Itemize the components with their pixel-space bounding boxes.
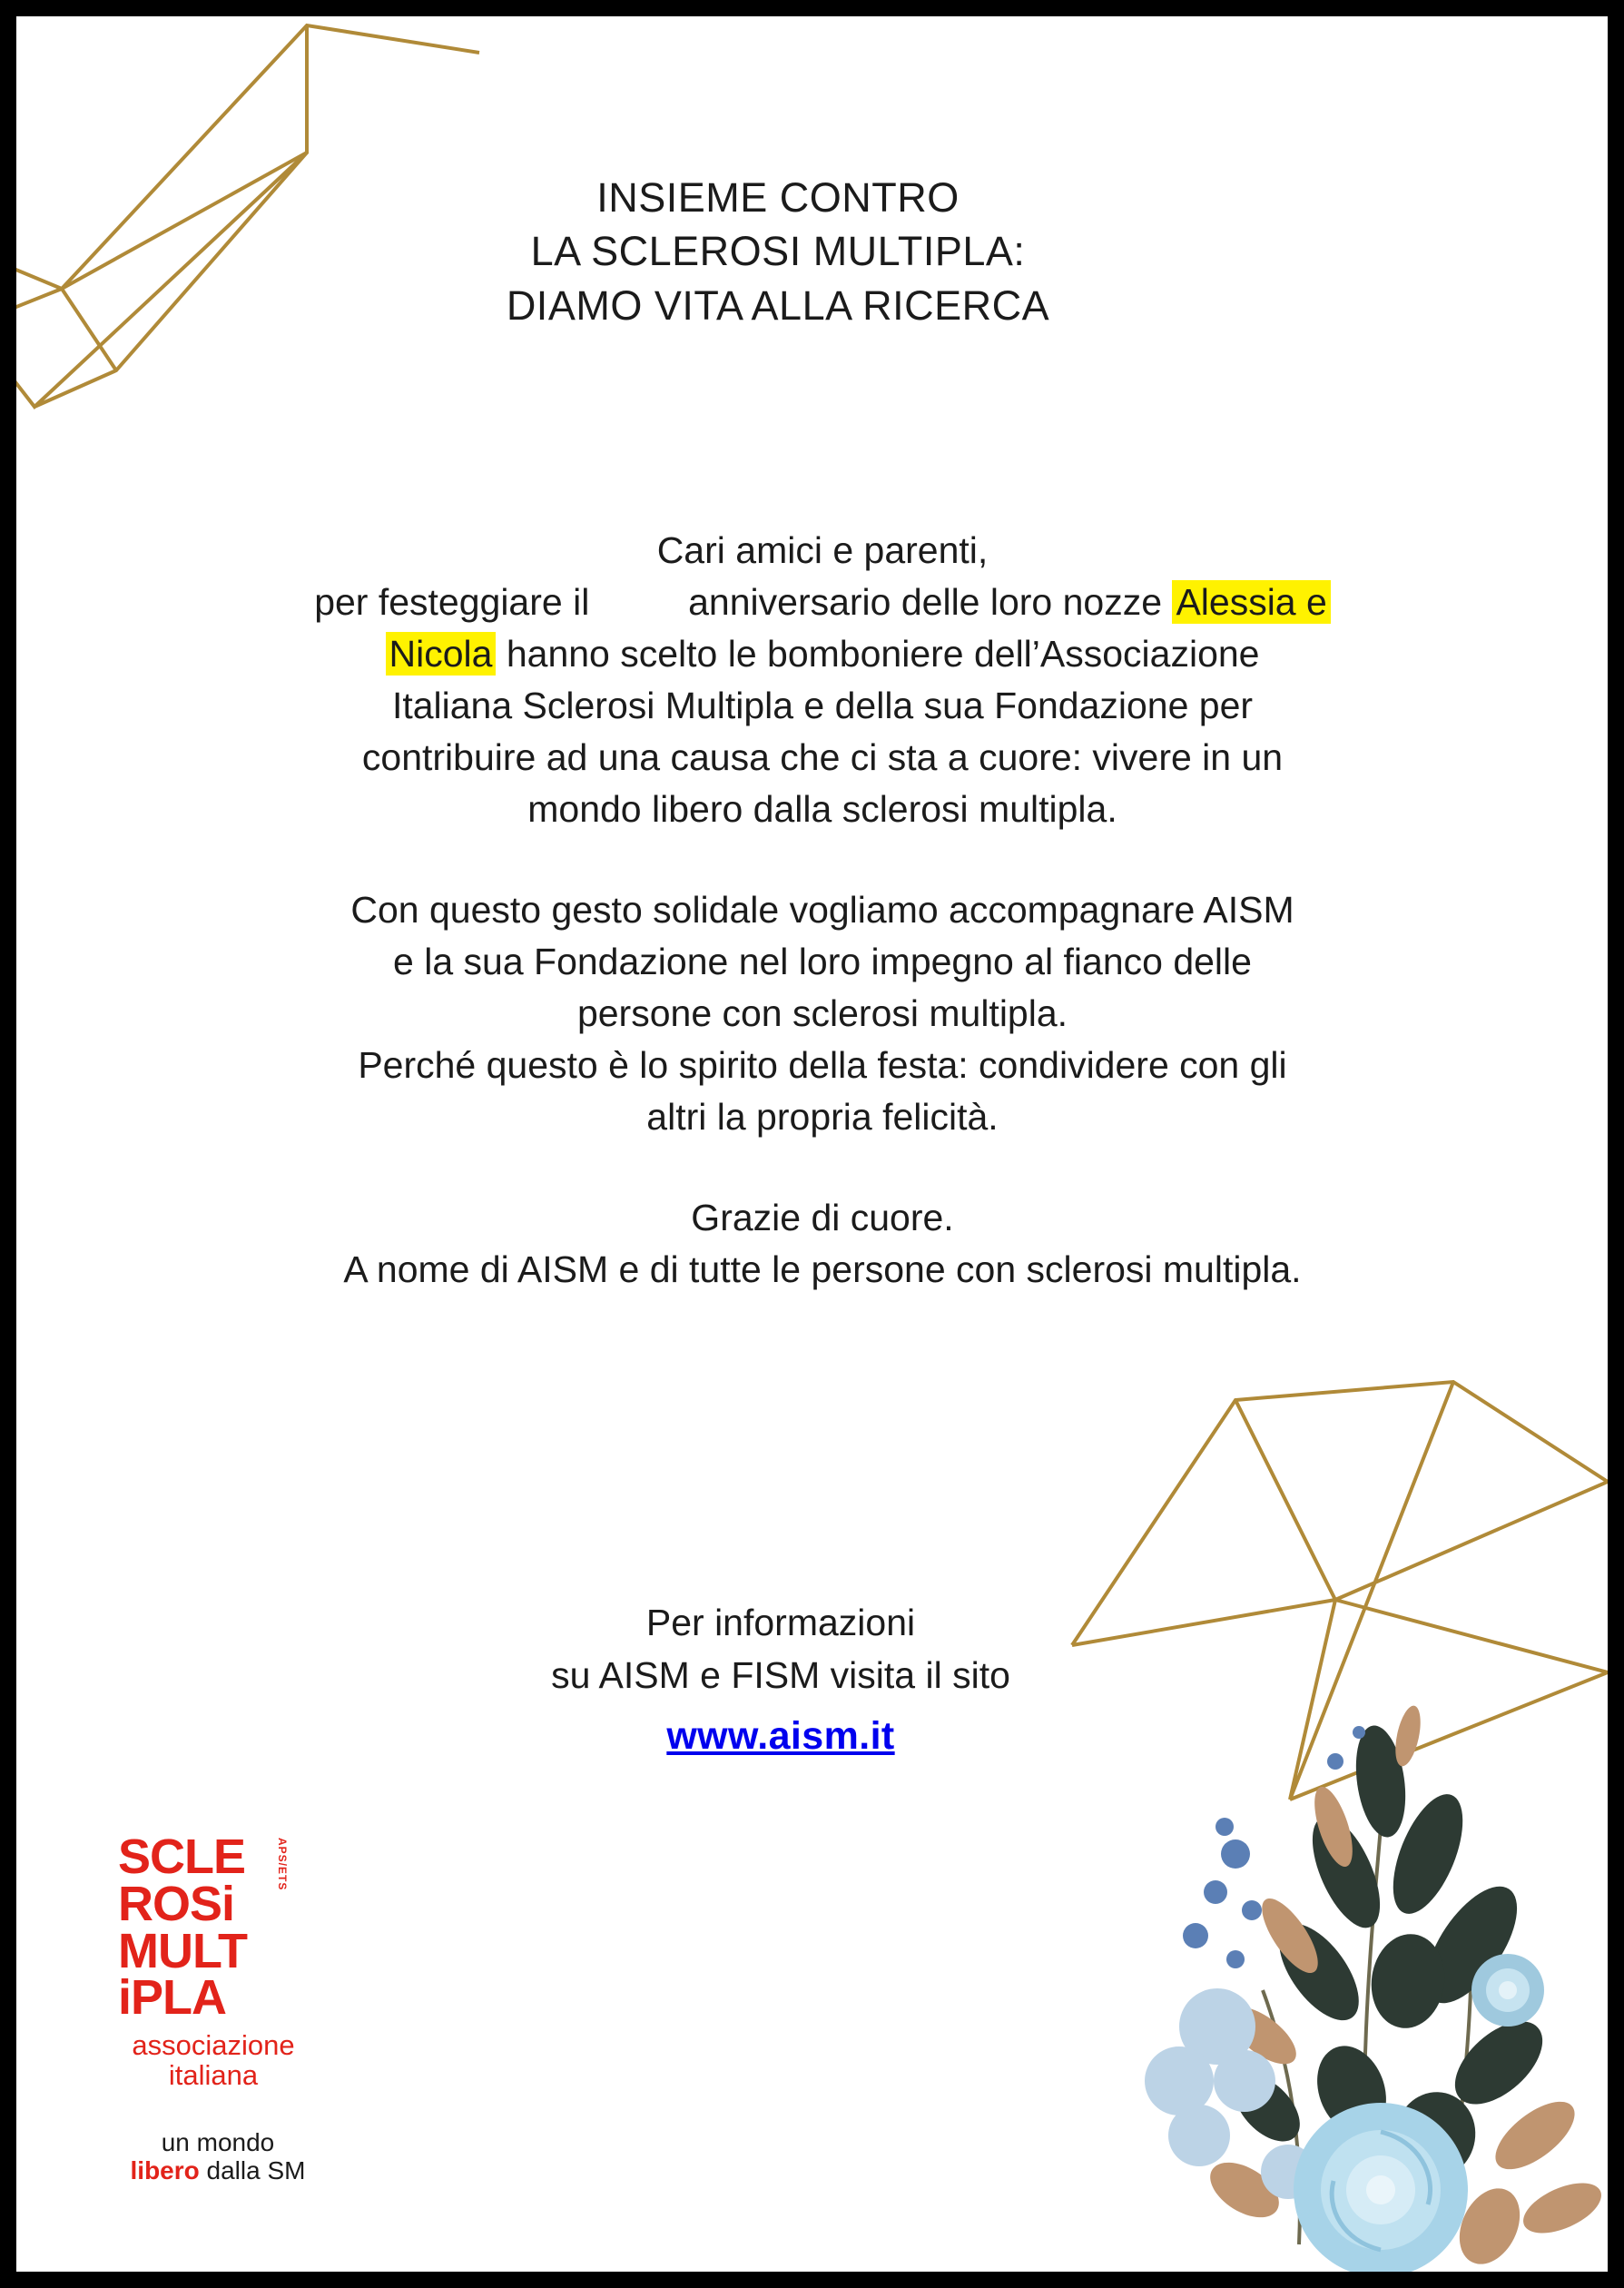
logo-line-4: iPLA <box>118 1970 227 2026</box>
body-copy <box>133 525 1512 1296</box>
logo-tagline <box>118 2129 318 2185</box>
logo-association-text <box>118 2031 309 2091</box>
website-link[interactable]: www.aism.it <box>666 1714 895 1759</box>
floral-dark-leaves <box>1223 1722 1558 2187</box>
logo-assoc-line-2: italiana <box>168 2059 259 2092</box>
logo-line-2: ROSi <box>118 1876 235 1931</box>
floral-tan-leaves <box>1201 1703 1608 2272</box>
paragraph-spacer-1 <box>133 835 1512 884</box>
info-line-2: su AISM e FISM visita il sito <box>551 1654 1010 1697</box>
floral-small-blue-rose <box>1471 1954 1544 2027</box>
body-line-3-post: hanno scelto le bomboniere dell’Associazione <box>496 632 1260 675</box>
logo-vertical-text: APS/ETS <box>276 1838 289 1891</box>
logo-wordmark <box>118 1829 327 2026</box>
floral-pale-blue-mass <box>1145 1988 1315 2199</box>
body-line-4: Italiana Sclerosi Multipla e della sua Fondazione per <box>391 684 1254 726</box>
invitation-card <box>16 16 1608 2272</box>
logo-assoc-line-1: associazione <box>132 2029 295 2062</box>
body-line-2-pre: per festeggiare il <box>314 580 590 623</box>
logo-tagline-line-2 <box>118 2157 318 2185</box>
body-para2-line-1: Con questo gesto solidale vogliamo accompagnare AISM <box>350 888 1294 931</box>
body-para2-line-3: persone con sclerosi multipla. <box>576 991 1068 1034</box>
floral-stems <box>1263 1827 1471 2244</box>
logo-tagline-rest: dalla SM <box>199 2155 306 2184</box>
body-line-1: Cari amici e parenti, <box>656 529 989 571</box>
logo-line-3: MULT <box>118 1923 247 1978</box>
body-line-2 <box>133 577 1512 628</box>
logo-tagline-bold: libero <box>130 2155 200 2184</box>
logo-tagline-line-1: un mondo <box>161 2128 275 2157</box>
body-para3-line-2: A nome di AISM e di tutte le persone con sclerosi multipla. <box>343 1248 1302 1290</box>
floral-blue-rose <box>1294 2103 1468 2272</box>
highlight-names-part-1: Alessia e <box>1172 580 1330 624</box>
page-title <box>16 171 1540 332</box>
body-line-3 <box>133 628 1512 680</box>
body-line-5: contribuire ad una causa che ci sta a cuore: vivere in un <box>361 735 1284 778</box>
body-para3-line-1: Grazie di cuore. <box>691 1196 954 1238</box>
body-para2-line-4: Perché questo è lo spirito della festa: condividere con gli <box>358 1043 1287 1086</box>
aism-logo <box>118 1829 390 2215</box>
paragraph-spacer-2 <box>133 1143 1512 1192</box>
body-para2-line-2: e la sua Fondazione nel loro impegno al fianco delle <box>393 940 1252 982</box>
body-para2-line-5: altri la propria felicità. <box>646 1095 999 1138</box>
body-line-6: mondo libero dalla sclerosi multipla. <box>527 787 1117 830</box>
info-line-1: Per informazioni <box>645 1602 916 1643</box>
info-block <box>16 1596 1545 1764</box>
body-line-2-mid: anniversario delle loro nozze <box>688 580 1173 623</box>
logo-line-1: SCLE <box>118 1829 246 1884</box>
highlight-names-part-2: Nicola <box>386 632 497 676</box>
heading-line-1: INSIEME CONTRO <box>596 174 960 221</box>
heading-line-2: LA SCLEROSI MULTIPLA: <box>530 228 1026 275</box>
heading-line-3: DIAMO VITA ALLA RICERCA <box>506 281 1050 329</box>
